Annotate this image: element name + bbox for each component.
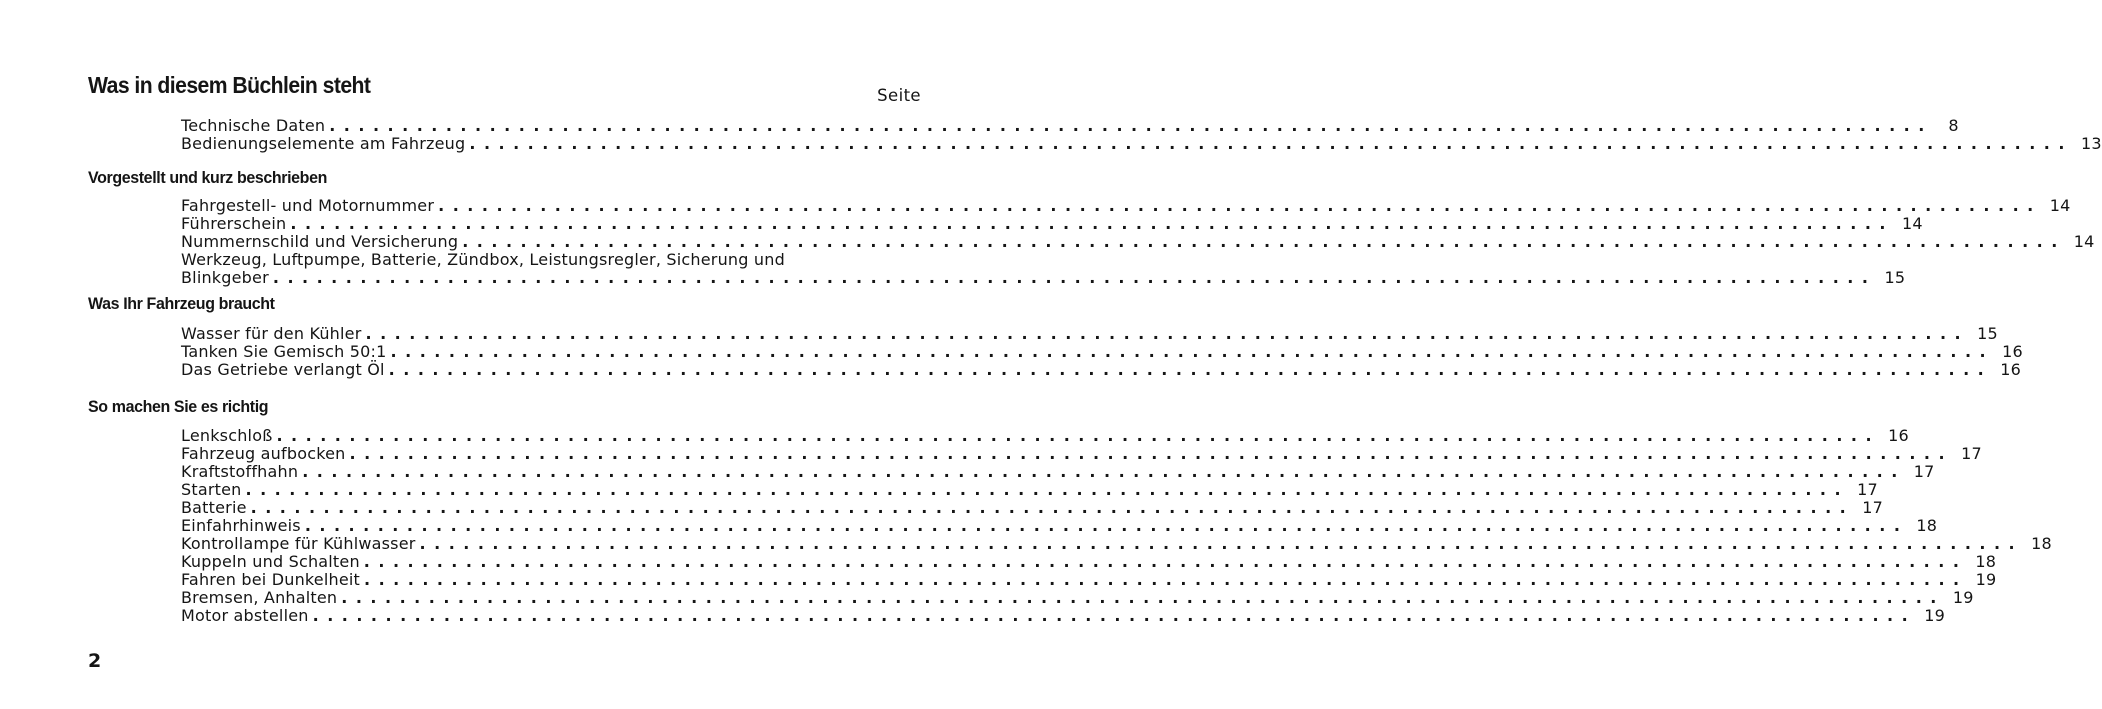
toc-entry-page: 18 bbox=[2031, 534, 2052, 553]
dot-leader: .............................................................................................................. bbox=[245, 480, 1850, 499]
toc-entry-page: 19 bbox=[1924, 606, 1945, 625]
toc-entry-label: Einfahrhinweis bbox=[181, 516, 301, 535]
toc-entry-label: Batterie bbox=[181, 498, 247, 517]
toc-entry bbox=[181, 480, 1878, 499]
dot-leader: .............................................................................................................. bbox=[302, 462, 1906, 481]
dot-leader: .............................................................................................................. bbox=[438, 196, 2042, 215]
toc-entry bbox=[181, 232, 2095, 251]
toc-entry-label: Fahrgestell- und Motornummer bbox=[181, 196, 435, 215]
toc-entry-label: Führerschein bbox=[181, 214, 287, 233]
toc-entry bbox=[181, 570, 1997, 589]
dot-leader: .............................................................................................................. bbox=[365, 324, 1970, 343]
toc-entry bbox=[181, 196, 2071, 215]
toc-entry bbox=[181, 342, 2023, 361]
toc-entry-page: 18 bbox=[1916, 516, 1938, 535]
toc-entry-label: Kuppeln und Schalten bbox=[181, 552, 360, 571]
dot-leader: .............................................................................................................. bbox=[349, 444, 1954, 463]
dot-leader: .............................................................................................................. bbox=[329, 116, 1933, 135]
toc-entry bbox=[181, 516, 1938, 535]
page-column-label: Seite bbox=[877, 86, 921, 105]
toc-entry-page: 16 bbox=[1888, 426, 1909, 445]
dot-leader: .............................................................................................................. bbox=[304, 516, 1909, 535]
toc-entry bbox=[181, 134, 2102, 153]
toc-entry bbox=[181, 552, 1997, 571]
toc-entry-page: 17 bbox=[1857, 480, 1878, 499]
toc-entry bbox=[181, 498, 1883, 517]
toc-entry-label: Tanken Sie Gemisch 50:1 bbox=[181, 342, 387, 361]
toc-entry bbox=[181, 324, 1998, 343]
toc-entry-page: 19 bbox=[1952, 588, 1974, 607]
dot-leader: .............................................................................................................. bbox=[469, 134, 2073, 153]
toc-entry-label-line1: Werkzeug, Luftpumpe, Batterie, Zündbox, Leistungsregler, Sicherung und bbox=[181, 250, 785, 269]
toc-entry bbox=[181, 462, 1935, 481]
toc-entry-page: 19 bbox=[1975, 570, 1997, 589]
toc-entry-page: 18 bbox=[1975, 552, 1997, 571]
toc-entry-page: 14 bbox=[1901, 214, 1923, 233]
section-heading: Was Ihr Fahrzeug braucht bbox=[88, 294, 275, 313]
toc-entry-label: Fahren bei Dunkelheit bbox=[181, 570, 360, 589]
toc-entry-label: Nummernschild und Versicherung bbox=[181, 232, 459, 251]
dot-leader: .............................................................................................................. bbox=[388, 360, 1993, 379]
toc-entry-label: Blinkgeber bbox=[181, 268, 269, 287]
toc-entry bbox=[181, 426, 1909, 445]
toc-entry-label: Kraftstoffhahn bbox=[181, 462, 299, 481]
toc-entry bbox=[181, 360, 2022, 379]
toc-entry-page: 13 bbox=[2080, 134, 2102, 153]
toc-entry-label: Fahrzeug aufbocken bbox=[181, 444, 346, 463]
dot-leader: .............................................................................................................. bbox=[272, 268, 1877, 287]
dot-leader: .............................................................................................................. bbox=[363, 552, 1968, 571]
toc-entry bbox=[181, 588, 1974, 607]
toc-entry bbox=[181, 116, 1959, 135]
toc-entry-label: Starten bbox=[181, 480, 242, 499]
toc-entry-label: Das Getriebe verlangt Öl bbox=[181, 360, 385, 379]
toc-entry-label: Kontrollampe für Kühlwasser bbox=[181, 534, 416, 553]
dot-leader: .............................................................................................................. bbox=[462, 232, 2066, 251]
toc-entry-label: Lenkschloß bbox=[181, 426, 273, 445]
toc-entry-multiline bbox=[181, 250, 1906, 287]
toc-entry-page: 16 bbox=[2000, 360, 2022, 379]
toc-entry-label: Wasser für den Kühler bbox=[181, 324, 362, 343]
toc-entry bbox=[181, 214, 1923, 233]
section-heading: Vorgestellt und kurz beschrieben bbox=[88, 168, 327, 187]
dot-leader: .............................................................................................................. bbox=[290, 214, 1894, 233]
dot-leader: .............................................................................................................. bbox=[312, 606, 1917, 625]
toc-entry-page: 17 bbox=[1862, 498, 1883, 517]
toc-entry-label: Motor abstellen bbox=[181, 606, 309, 625]
toc-entry-page: 15 bbox=[1977, 324, 1998, 343]
dot-leader: .............................................................................................................. bbox=[341, 588, 1945, 607]
dot-leader: .............................................................................................................. bbox=[390, 342, 1995, 361]
toc-entry-page: 8 bbox=[1948, 116, 1959, 135]
page-number: 2 bbox=[88, 650, 102, 672]
page-title: Was in diesem Büchlein steht bbox=[88, 72, 371, 98]
toc-entry-page: 17 bbox=[1961, 444, 1982, 463]
toc-entry-label: Technische Daten bbox=[181, 116, 326, 135]
toc-entry-page: 14 bbox=[2049, 196, 2071, 215]
toc-entry bbox=[181, 606, 1945, 625]
toc-entry-page: 14 bbox=[2073, 232, 2095, 251]
dot-leader: .............................................................................................................. bbox=[419, 534, 2024, 553]
toc-entry-page: 17 bbox=[1913, 462, 1935, 481]
section-heading: So machen Sie es richtig bbox=[88, 397, 269, 416]
toc-entry bbox=[181, 444, 1982, 463]
dot-leader: .............................................................................................................. bbox=[364, 570, 1968, 589]
toc-entry-page: 16 bbox=[2002, 342, 2023, 361]
toc-entry-page: 15 bbox=[1884, 268, 1906, 287]
toc-entry-label: Bedienungselemente am Fahrzeug bbox=[181, 134, 466, 153]
toc-entry-label: Bremsen, Anhalten bbox=[181, 588, 338, 607]
dot-leader: .............................................................................................................. bbox=[276, 426, 1881, 445]
dot-leader: .............................................................................................................. bbox=[250, 498, 1855, 517]
toc-entry bbox=[181, 534, 2052, 553]
